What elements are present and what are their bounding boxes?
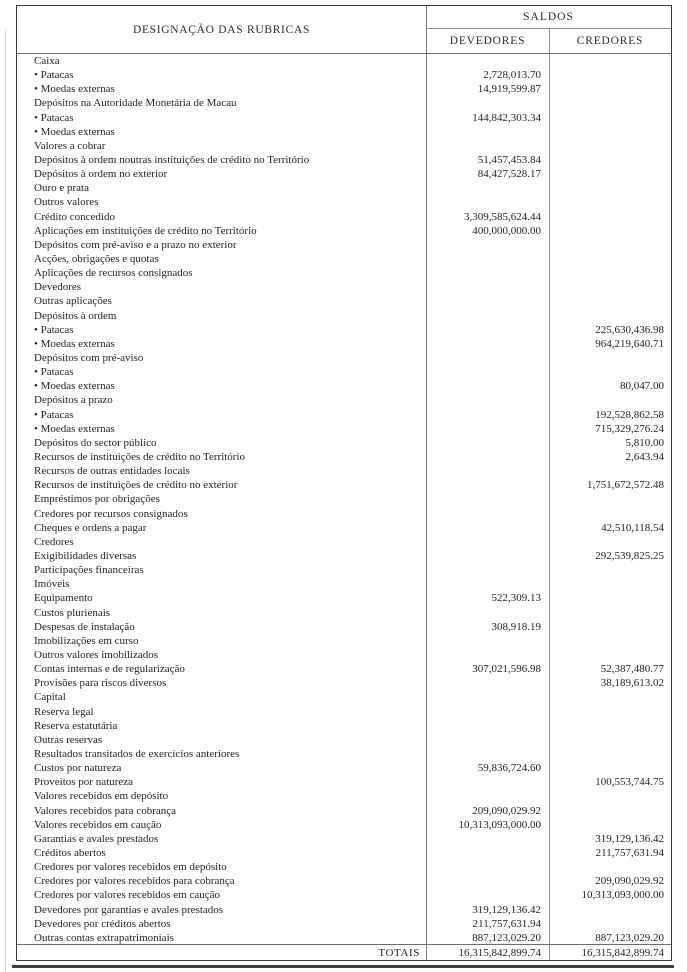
table-row [17, 507, 671, 521]
table-row [17, 450, 671, 464]
table-row [17, 266, 671, 280]
credores-value: 52,387,480.77 [600, 663, 664, 676]
rubrica-label: Contas internas e de regularização [34, 663, 185, 676]
rubrica-label: • Moedas externas [34, 422, 115, 435]
rubrica-label: Recursos de instituições de crédito no exterior [34, 479, 238, 492]
credores-value: 1,751,672,572.48 [587, 479, 664, 492]
table-row [17, 181, 671, 195]
devedores-value: 51,457,453.84 [477, 154, 541, 167]
table-row [17, 662, 671, 676]
table-row [17, 874, 671, 888]
credores-value: 887,123,029.20 [595, 931, 664, 944]
rubrica-label: Depósitos na Autoridade Monetária de Macau [34, 97, 237, 110]
table-row [17, 125, 671, 139]
rubrica-label: • Moedas externas [34, 337, 115, 350]
devedores-value: 209,090,029.92 [472, 804, 541, 817]
rubrica-label: • Patacas [34, 366, 74, 379]
rubrica-label: Custos plurienais [34, 606, 111, 619]
table-row [17, 309, 671, 323]
table-row [17, 492, 671, 506]
table-row [17, 888, 671, 902]
table-row [17, 139, 671, 153]
rubrica-label: Valores recebidos para cobrança [34, 804, 177, 817]
rubrica-label: Depósitos à ordem no exterior [34, 168, 168, 181]
table-row [17, 931, 671, 945]
devedores-value: 522,309.13 [491, 592, 541, 605]
credores-value: 192,528,862.58 [595, 408, 664, 421]
page-bottom-rule [12, 965, 674, 968]
rubrica-label: Equipamento [34, 592, 93, 605]
rubrica-label: • Moedas externas [34, 380, 115, 393]
header-credores: CREDORES [576, 35, 644, 47]
rubrica-label: Aplicações de recursos consignados [34, 267, 193, 280]
rubrica-label: Cheques e ordens a pagar [34, 521, 147, 534]
table-row [17, 153, 671, 167]
credores-value: 42,510,118.54 [601, 521, 664, 534]
table-row [17, 365, 671, 379]
rubrica-label: Devedores por créditos abertos [34, 917, 171, 930]
table-row [17, 167, 671, 181]
devedores-value: 319,129,136.42 [472, 903, 541, 916]
rubrica-label: Credores por valores recebidos em depósito [34, 861, 227, 874]
devedores-value: 211,757,631.94 [472, 917, 541, 930]
rubrica-label: • Moedas externas [34, 125, 115, 138]
totals-devedores: 16,315,842,899.74 [458, 946, 541, 959]
table-body [17, 54, 671, 945]
rubrica-label: Devedores por garantias e avales prestados [34, 903, 224, 916]
table-row [17, 393, 671, 407]
totals-credores: 16,315,842,899.74 [581, 946, 664, 959]
rubrica-label: Caixa [34, 55, 60, 68]
saldos-underline [426, 28, 671, 29]
rubrica-label: Garantias e avales prestados [34, 832, 159, 845]
table-row [17, 648, 671, 662]
rubrica-label: Acções, obrigações e quotas [34, 253, 159, 266]
rubrica-label: Depósitos a prazo [34, 394, 113, 407]
rubrica-label: Resultados transitados de exercícios anteriores [34, 747, 240, 760]
table-row [17, 54, 671, 68]
rubrica-label: Reserva estatutária [34, 719, 118, 732]
rubrica-label: Reserva legal [34, 705, 94, 718]
header-designacao: DESIGNAÇÃO DAS RUBRICAS [132, 23, 311, 36]
table-row [17, 775, 671, 789]
rubrica-label: • Moedas externas [34, 83, 115, 96]
devedores-value: 84,427,528.17 [477, 168, 541, 181]
rubrica-label: Créditos abertos [34, 846, 106, 859]
table-row [17, 591, 671, 605]
table-row [17, 846, 671, 860]
rubrica-label: Credores por valores recebidos para cobrança [34, 875, 235, 888]
credores-value: 225,630,436.98 [595, 323, 664, 336]
credores-value: 100,553,744.75 [595, 776, 664, 789]
devedores-value: 887,123,029.20 [472, 931, 541, 944]
rubrica-label: Depósitos à ordem noutras instituições de crédito no Território [34, 154, 310, 167]
credores-value: 38,189,613.02 [600, 677, 664, 690]
rubrica-label: • Patacas [34, 69, 74, 82]
devedores-value: 308,918.19 [491, 620, 541, 633]
table-row [17, 436, 671, 450]
devedores-value: 2,728,013.70 [483, 69, 541, 82]
scan-edge-artifact [5, 30, 6, 972]
table-row [17, 747, 671, 761]
credores-value: 292,539,825.25 [595, 549, 664, 562]
rubrica-label: Capital [34, 691, 66, 704]
rubrica-label: Outras reservas [34, 733, 103, 746]
rubrica-label: Outros valores imobilizados [34, 648, 159, 661]
table-row [17, 761, 671, 775]
rubrica-label: Credores por valores recebidos em caução [34, 889, 221, 902]
rubrica-label: Depósitos do sector público [34, 436, 157, 449]
rubrica-label: Empréstimos por obrigações [34, 493, 160, 506]
credores-value: 209,090,029.92 [595, 875, 664, 888]
table-row [17, 917, 671, 931]
table-row [17, 351, 671, 365]
rubrica-label: Exigibilidades diversas [34, 549, 137, 562]
credores-value: 5,810.00 [625, 436, 664, 449]
table-row [17, 379, 671, 393]
table-row [17, 789, 671, 803]
devedores-value: 307,021,596.98 [472, 663, 541, 676]
table-row [17, 408, 671, 422]
table-row [17, 195, 671, 209]
table-row [17, 676, 671, 690]
rubrica-label: Recursos de outras entidades locais [34, 465, 190, 478]
devedores-value: 3,309,585,624.44 [464, 210, 541, 223]
balance-table [16, 5, 672, 961]
rubrica-label: • Patacas [34, 323, 74, 336]
totals-row [17, 944, 671, 960]
totals-label: TOTAIS [378, 946, 420, 959]
rubrica-label: Depósitos com pré-aviso e a prazo no exterior [34, 238, 237, 251]
table-row [17, 68, 671, 82]
rubrica-label: Devedores [34, 281, 82, 294]
table-row [17, 577, 671, 591]
table-row [17, 238, 671, 252]
table-row [17, 224, 671, 238]
table-row [17, 337, 671, 351]
credores-value: 211,757,631.94 [595, 846, 664, 859]
table-row [17, 478, 671, 492]
table-row [17, 902, 671, 916]
header-saldos: SALDOS [523, 11, 574, 23]
table-row [17, 733, 671, 747]
rubrica-label: Proveitos por natureza [34, 776, 133, 789]
devedores-value: 59,836,724.60 [477, 762, 541, 775]
table-row [17, 803, 671, 817]
rubrica-label: Valores a cobrar [34, 139, 106, 152]
table-row [17, 563, 671, 577]
rubrica-label: Depósitos à ordem [34, 309, 117, 322]
table-row [17, 818, 671, 832]
table-row [17, 719, 671, 733]
devedores-value: 10,313,093,000.00 [458, 818, 541, 831]
table-row [17, 521, 671, 535]
table-row [17, 422, 671, 436]
rubrica-label: Depósitos com pré-aviso [34, 352, 144, 365]
header-devedores: DEVEDORES [449, 35, 526, 47]
rubrica-label: Outros valores [34, 196, 99, 209]
rubrica-label: Imobilizações em curso [34, 634, 139, 647]
table-row [17, 82, 671, 96]
table-row [17, 96, 671, 110]
rubrica-label: Imóveis [34, 578, 70, 591]
table-row [17, 690, 671, 704]
credores-value: 964,219,640.71 [595, 337, 664, 350]
rubrica-label: Provisões para riscos diversos [34, 677, 167, 690]
table-row [17, 111, 671, 125]
rubrica-label: Credores [34, 535, 74, 548]
rubrica-label: Recursos de instituições de crédito no Território [34, 451, 246, 463]
rubrica-label: Aplicações em instituições de crédito no Território [34, 224, 257, 237]
rubrica-label: Valores recebidos em depósito [34, 790, 169, 803]
table-row [17, 620, 671, 634]
rubrica-label: Participações financeiras [34, 564, 144, 577]
table-row [17, 323, 671, 337]
rubrica-label: Valores recebidos em caução [34, 818, 162, 831]
table-row [17, 605, 671, 619]
credores-value: 2,643.94 [625, 451, 664, 463]
rubrica-label: • Patacas [34, 111, 74, 124]
table-row [17, 464, 671, 478]
table-row [17, 549, 671, 563]
rubrica-label: Crédito concedido [34, 210, 115, 223]
table-row [17, 832, 671, 846]
rubrica-label: Outras contas extrapatrimoniais [34, 931, 174, 944]
rubrica-label: Ouro e prata [34, 182, 89, 195]
table-row [17, 535, 671, 549]
devedores-value: 400,000,000.00 [472, 224, 541, 237]
credores-value: 80,047.00 [620, 380, 664, 393]
rubrica-label: • Patacas [34, 408, 74, 421]
devedores-value: 14,919,599.87 [477, 83, 541, 96]
credores-value: 319,129,136.42 [595, 832, 664, 845]
table-row [17, 210, 671, 224]
devedores-value: 144,842,303.34 [472, 111, 541, 124]
rubrica-label: Outras aplicações [34, 295, 112, 308]
table-row [17, 294, 671, 308]
rubrica-label: Credores por recursos consignados [34, 507, 188, 520]
rubrica-label: Despesas de instalação [34, 620, 135, 633]
table-row [17, 634, 671, 648]
credores-value: 715,329,276.24 [595, 422, 664, 435]
credores-value: 10,313,093,000.00 [581, 889, 664, 902]
table-row [17, 252, 671, 266]
table-row [17, 704, 671, 718]
rubrica-label: Custos por natureza [34, 762, 122, 775]
table-row [17, 280, 671, 294]
table-row [17, 860, 671, 874]
